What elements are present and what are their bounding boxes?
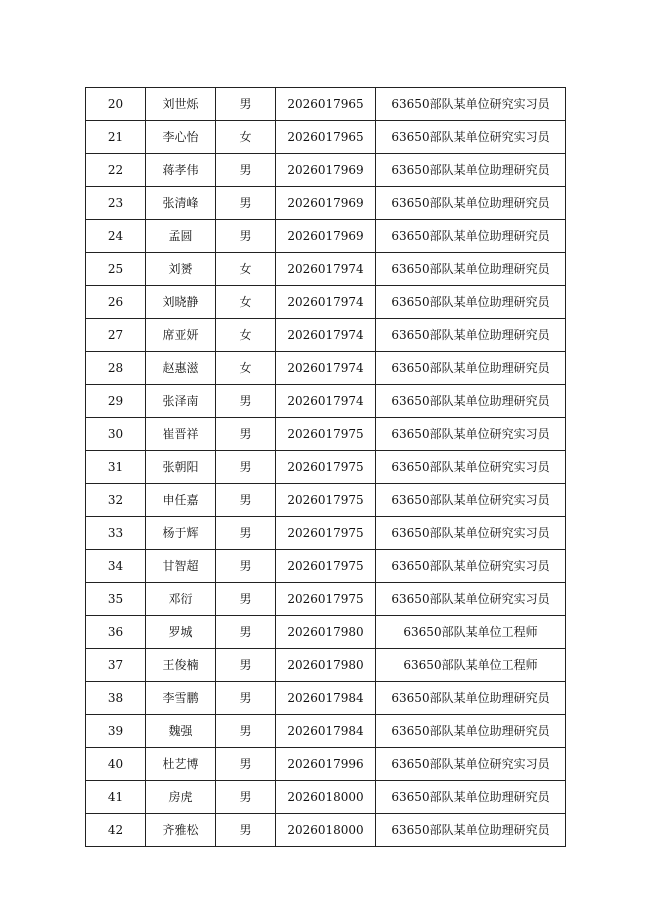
cell-position: 63650部队某单位研究实习员 <box>376 550 566 583</box>
roster-table <box>85 87 566 847</box>
cell-position-code: 2026017975 <box>276 451 376 484</box>
cell-position: 63650部队某单位研究实习员 <box>376 451 566 484</box>
table-row <box>86 220 566 253</box>
cell-name: 李雪鹏 <box>146 682 216 715</box>
cell-number: 22 <box>86 154 146 187</box>
table-row <box>86 715 566 748</box>
cell-number: 31 <box>86 451 146 484</box>
cell-name: 张朝阳 <box>146 451 216 484</box>
cell-gender: 男 <box>216 187 276 220</box>
cell-gender: 男 <box>216 583 276 616</box>
cell-position: 63650部队某单位助理研究员 <box>376 385 566 418</box>
cell-position-code: 2026017975 <box>276 583 376 616</box>
table-row <box>86 187 566 220</box>
cell-number: 35 <box>86 583 146 616</box>
cell-name: 申任嘉 <box>146 484 216 517</box>
cell-gender: 女 <box>216 253 276 286</box>
cell-position: 63650部队某单位助理研究员 <box>376 154 566 187</box>
table-row <box>86 748 566 781</box>
cell-position-code: 2026017975 <box>276 484 376 517</box>
cell-position: 63650部队某单位研究实习员 <box>376 418 566 451</box>
table-row <box>86 484 566 517</box>
cell-gender: 女 <box>216 352 276 385</box>
table-row <box>86 781 566 814</box>
table-row <box>86 352 566 385</box>
cell-name: 席亚妍 <box>146 319 216 352</box>
cell-position-code: 2026017984 <box>276 682 376 715</box>
cell-number: 28 <box>86 352 146 385</box>
table-row <box>86 616 566 649</box>
cell-number: 39 <box>86 715 146 748</box>
cell-position: 63650部队某单位研究实习员 <box>376 484 566 517</box>
table-row <box>86 385 566 418</box>
cell-number: 29 <box>86 385 146 418</box>
cell-gender: 男 <box>216 385 276 418</box>
cell-position: 63650部队某单位助理研究员 <box>376 253 566 286</box>
cell-number: 38 <box>86 682 146 715</box>
cell-number: 41 <box>86 781 146 814</box>
cell-number: 42 <box>86 814 146 847</box>
table-row <box>86 649 566 682</box>
cell-name: 杨于辉 <box>146 517 216 550</box>
cell-name: 赵惠滋 <box>146 352 216 385</box>
cell-gender: 男 <box>216 814 276 847</box>
cell-position: 63650部队某单位研究实习员 <box>376 121 566 154</box>
table-row <box>86 154 566 187</box>
table-row <box>86 286 566 319</box>
cell-name: 罗城 <box>146 616 216 649</box>
table-row <box>86 583 566 616</box>
table-row <box>86 418 566 451</box>
cell-position-code: 2026017996 <box>276 748 376 781</box>
cell-position-code: 2026017965 <box>276 88 376 121</box>
cell-gender: 男 <box>216 418 276 451</box>
cell-position-code: 2026017974 <box>276 286 376 319</box>
cell-number: 26 <box>86 286 146 319</box>
cell-name: 孟圆 <box>146 220 216 253</box>
cell-gender: 男 <box>216 682 276 715</box>
cell-position: 63650部队某单位研究实习员 <box>376 517 566 550</box>
cell-name: 张清峰 <box>146 187 216 220</box>
cell-gender: 男 <box>216 616 276 649</box>
cell-position: 63650部队某单位工程师 <box>376 616 566 649</box>
cell-gender: 男 <box>216 649 276 682</box>
table-row <box>86 814 566 847</box>
cell-gender: 女 <box>216 121 276 154</box>
cell-position-code: 2026017969 <box>276 220 376 253</box>
cell-position: 63650部队某单位助理研究员 <box>376 319 566 352</box>
cell-gender: 男 <box>216 154 276 187</box>
cell-position-code: 2026017974 <box>276 253 376 286</box>
cell-number: 25 <box>86 253 146 286</box>
table-row <box>86 88 566 121</box>
table-row <box>86 550 566 583</box>
cell-position: 63650部队某单位助理研究员 <box>376 781 566 814</box>
cell-position-code: 2026017984 <box>276 715 376 748</box>
cell-position-code: 2026017969 <box>276 187 376 220</box>
cell-position-code: 2026017974 <box>276 385 376 418</box>
cell-number: 20 <box>86 88 146 121</box>
cell-name: 魏强 <box>146 715 216 748</box>
cell-gender: 男 <box>216 748 276 781</box>
cell-number: 30 <box>86 418 146 451</box>
cell-number: 36 <box>86 616 146 649</box>
cell-name: 邓衍 <box>146 583 216 616</box>
cell-position: 63650部队某单位研究实习员 <box>376 88 566 121</box>
cell-position-code: 2026017980 <box>276 616 376 649</box>
cell-position: 63650部队某单位工程师 <box>376 649 566 682</box>
cell-gender: 男 <box>216 484 276 517</box>
cell-number: 32 <box>86 484 146 517</box>
cell-position: 63650部队某单位助理研究员 <box>376 715 566 748</box>
cell-position-code: 2026017975 <box>276 418 376 451</box>
table-row <box>86 319 566 352</box>
cell-position: 63650部队某单位研究实习员 <box>376 748 566 781</box>
cell-position: 63650部队某单位助理研究员 <box>376 352 566 385</box>
cell-gender: 男 <box>216 220 276 253</box>
cell-position: 63650部队某单位助理研究员 <box>376 682 566 715</box>
cell-name: 齐雅松 <box>146 814 216 847</box>
cell-position-code: 2026017975 <box>276 517 376 550</box>
cell-position-code: 2026018000 <box>276 781 376 814</box>
cell-number: 27 <box>86 319 146 352</box>
cell-position-code: 2026017980 <box>276 649 376 682</box>
cell-name: 李心怡 <box>146 121 216 154</box>
cell-number: 34 <box>86 550 146 583</box>
cell-gender: 男 <box>216 781 276 814</box>
cell-position: 63650部队某单位助理研究员 <box>376 814 566 847</box>
roster-table-body <box>86 88 566 847</box>
cell-gender: 男 <box>216 715 276 748</box>
cell-position-code: 2026018000 <box>276 814 376 847</box>
table-row <box>86 682 566 715</box>
cell-name: 刘晓静 <box>146 286 216 319</box>
cell-name: 甘智超 <box>146 550 216 583</box>
cell-position-code: 2026017965 <box>276 121 376 154</box>
cell-position-code: 2026017974 <box>276 352 376 385</box>
cell-position: 63650部队某单位研究实习员 <box>376 583 566 616</box>
cell-gender: 男 <box>216 517 276 550</box>
cell-gender: 女 <box>216 286 276 319</box>
cell-gender: 男 <box>216 550 276 583</box>
cell-name: 杜艺博 <box>146 748 216 781</box>
cell-name: 崔晋祥 <box>146 418 216 451</box>
cell-gender: 男 <box>216 88 276 121</box>
cell-number: 37 <box>86 649 146 682</box>
table-row <box>86 253 566 286</box>
table-row <box>86 517 566 550</box>
cell-position: 63650部队某单位助理研究员 <box>376 187 566 220</box>
cell-name: 张泽南 <box>146 385 216 418</box>
cell-position: 63650部队某单位助理研究员 <box>376 220 566 253</box>
cell-number: 24 <box>86 220 146 253</box>
cell-gender: 女 <box>216 319 276 352</box>
cell-name: 房虎 <box>146 781 216 814</box>
table-row <box>86 451 566 484</box>
cell-position: 63650部队某单位助理研究员 <box>376 286 566 319</box>
cell-position-code: 2026017975 <box>276 550 376 583</box>
cell-name: 王俊楠 <box>146 649 216 682</box>
cell-gender: 男 <box>216 451 276 484</box>
cell-number: 33 <box>86 517 146 550</box>
cell-name: 蒋孝伟 <box>146 154 216 187</box>
cell-name: 刘赟 <box>146 253 216 286</box>
cell-number: 21 <box>86 121 146 154</box>
cell-position-code: 2026017974 <box>276 319 376 352</box>
cell-name: 刘世烁 <box>146 88 216 121</box>
cell-number: 40 <box>86 748 146 781</box>
cell-position-code: 2026017969 <box>276 154 376 187</box>
cell-number: 23 <box>86 187 146 220</box>
table-row <box>86 121 566 154</box>
